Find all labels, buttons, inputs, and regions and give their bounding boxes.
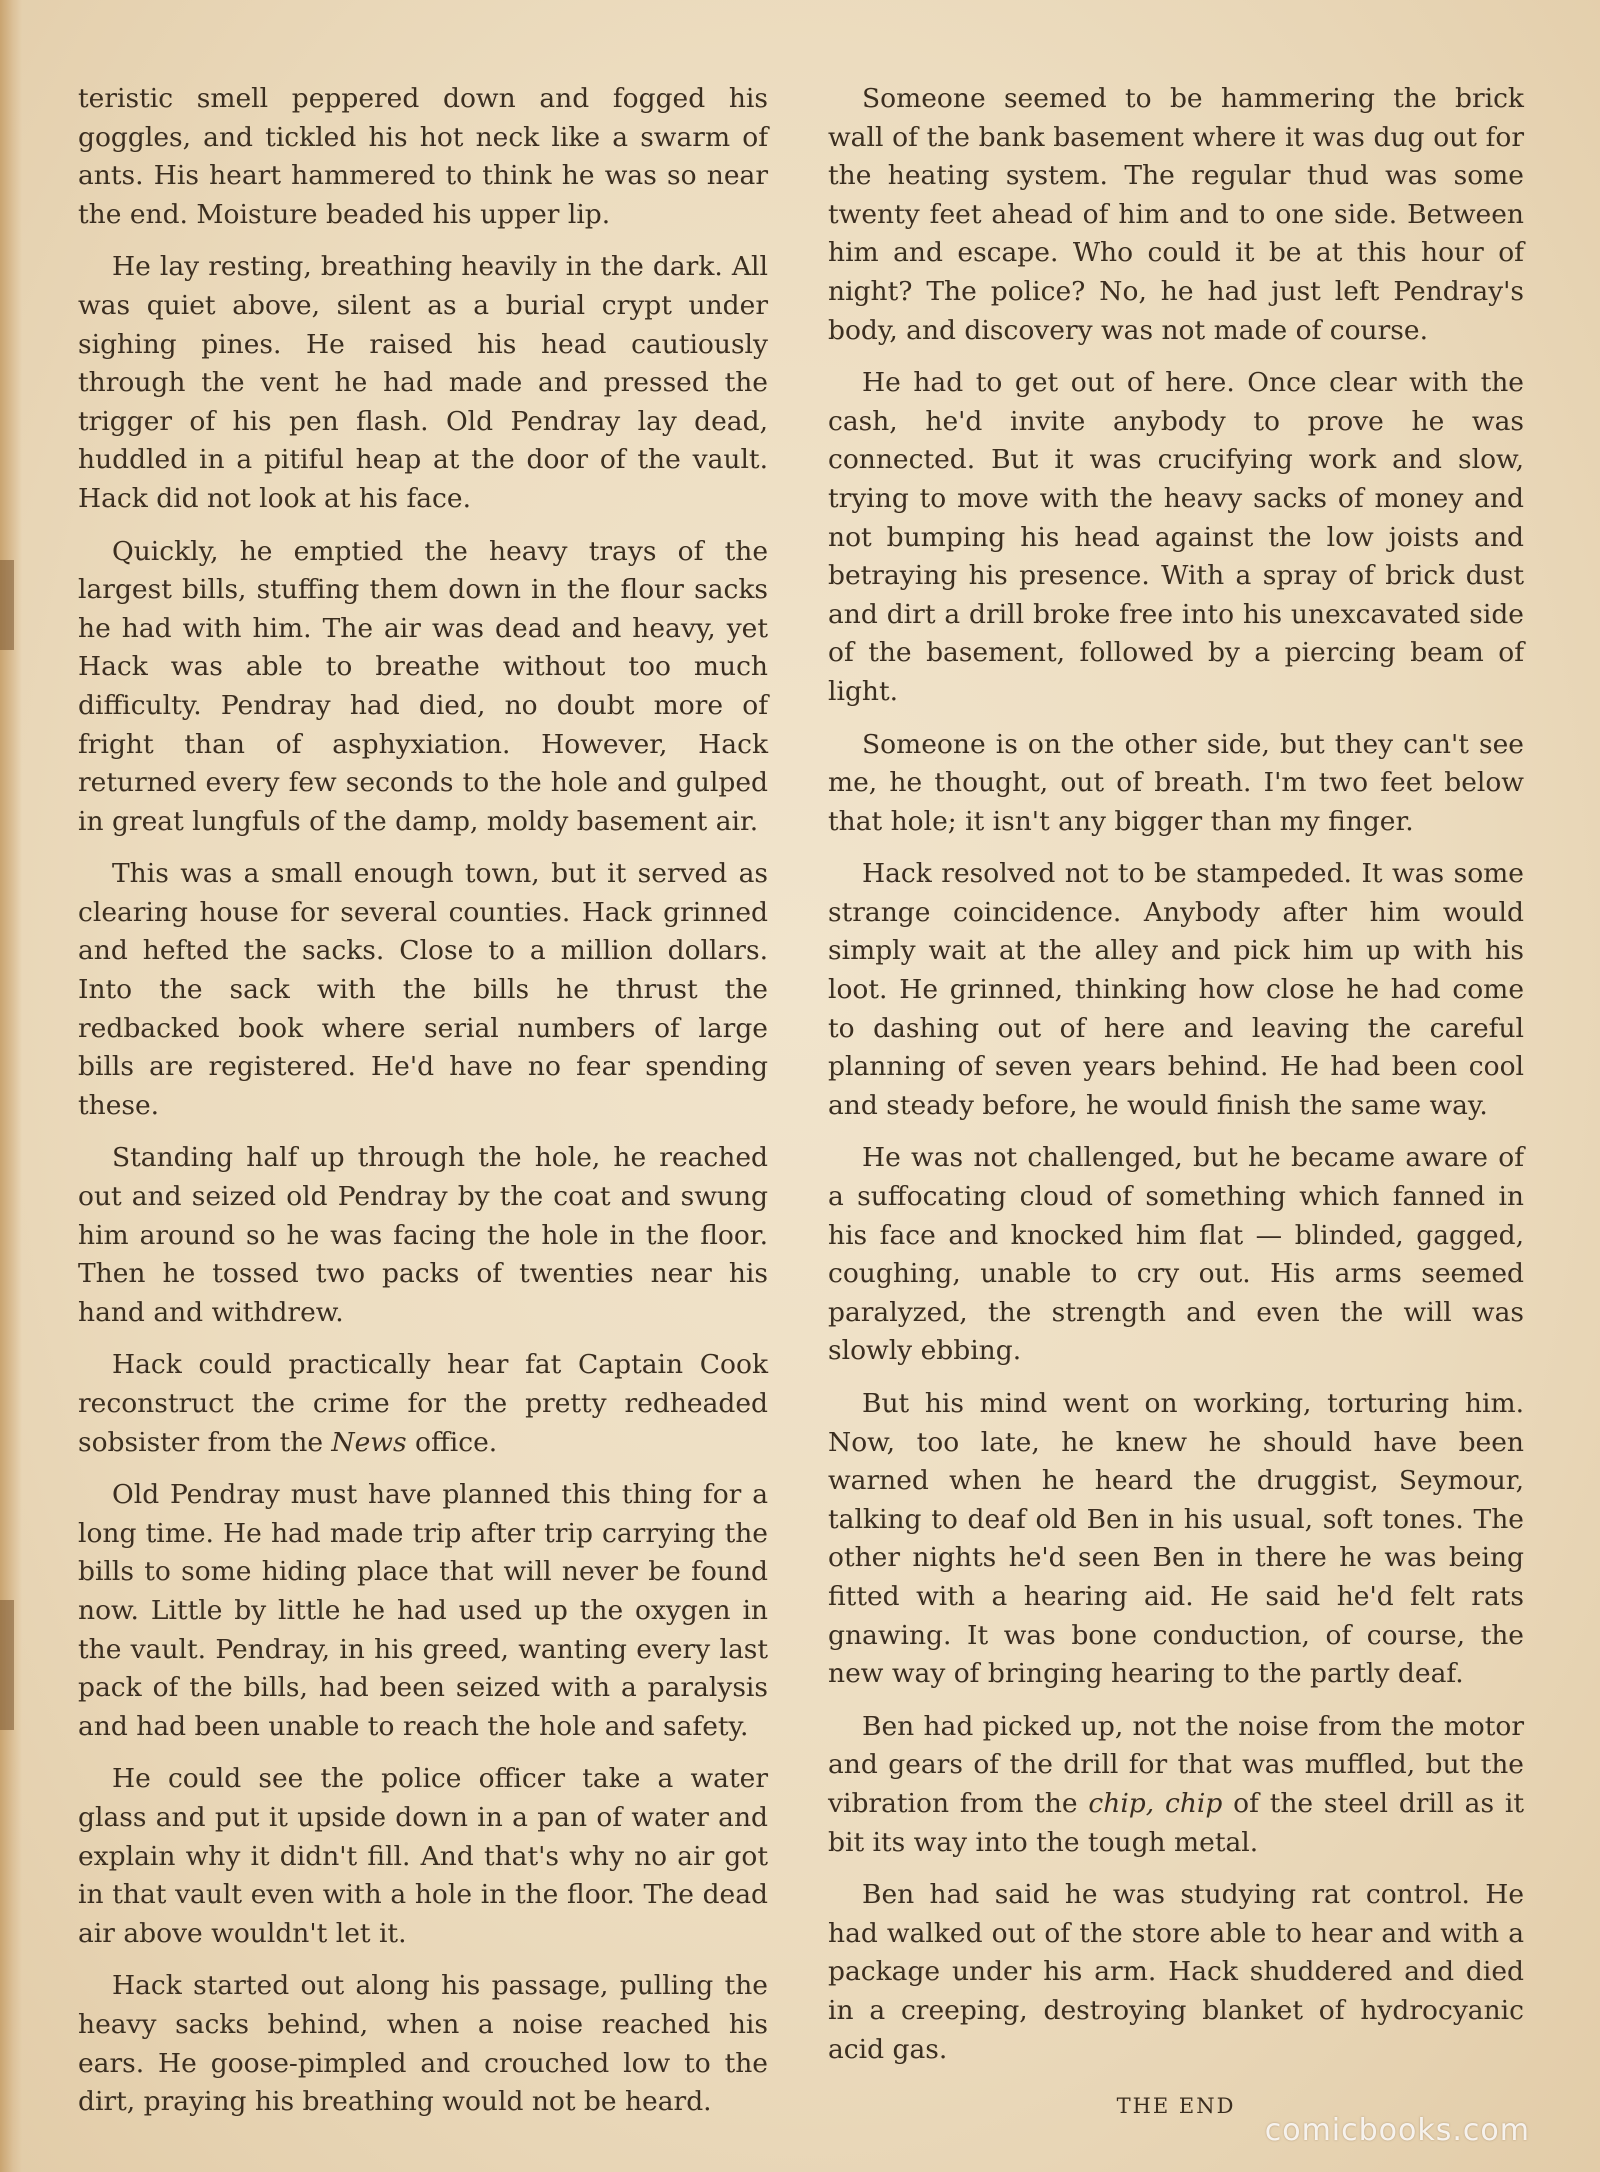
the-end-label: THE END xyxy=(1116,2094,1236,2119)
spine-stain xyxy=(0,1600,14,1730)
watermark: comicbooks.com xyxy=(1264,2113,1530,2148)
paragraph: Ben had said he was studying rat control. He had walked out of the store able to hear and with a package under his arm. Hack shuddered and died in a creeping, destroying blanket of hydrocyanic acid gas. xyxy=(828,1879,1524,2065)
page-spine-edge xyxy=(0,0,22,2172)
italic-newspaper-name: News xyxy=(331,1426,407,1458)
paragraph: He had to get out of here. Once clear with the cash, he'd invite anybody to prove he was connected. But it was crucifying work and slow, trying to move with the heavy sacks of money and not bumping his head against the low joists and betraying his presence. With a spray of brick dust and dirt a drill broke free into his unexcavated side of the basement, followed by a piercing beam of light. xyxy=(828,367,1524,707)
text-run: Ben had picked up, not the noise from the motor and gears of the drill for that was muffled, but the vibration from the xyxy=(828,1710,1524,1819)
paragraph: Standing half up through the hole, he reached out and seized old Pendray by the coat and swung him around so he was facing the hole in the floor. Then he tossed two packs of twenties near his hand and withdrew. xyxy=(78,1142,768,1328)
left-text-column xyxy=(78,80,768,2136)
paragraph xyxy=(828,1708,1524,1862)
right-text-column xyxy=(828,80,1524,2126)
text-run: Hack could practically hear fat Captain Cook reconstruct the crime for the pretty redheaded sobsister from the xyxy=(78,1349,768,1458)
paragraph: Old Pendray must have planned this thing for a long time. He had made trip after trip carrying the bills to some hiding place that will never be found now. Little by little he had used up the oxygen in the vault. Pendray, in his greed, wanting every last pack of the bills, had been seized with a paralysis and had been unable to reach the hole and safety. xyxy=(78,1479,768,1742)
paragraph xyxy=(78,1346,768,1462)
paragraph: This was a small enough town, but it served as clearing house for several counties. Hack grinned and hefted the sacks. Close to a million dollars. Into the sack with the bills he thrust the redbacked book where serial numbers of large bills are registered. He'd have no fear spending these. xyxy=(78,858,768,1121)
text-run: of the steel drill as it bit its way into the tough metal. xyxy=(828,1787,1525,1858)
paragraph: He lay resting, breathing heavily in the dark. All was quiet above, silent as a burial crypt under sighing pines. He raised his head cautiously through the vent he had made and pressed the trigger of his pen flash. Old Pendray lay dead, huddled in a pitiful heap at the door of the vault. Hack did not look at his face. xyxy=(78,251,768,514)
paragraph: Someone seemed to be hammering the brick wall of the bank basement where it was dug out for the heating system. The regular thud was some twenty feet ahead of him and to one side. Between him and escape. Who could it be at this hour of night? The police? No, he had just left Pendray's body, and discovery was not made of course. xyxy=(828,83,1524,346)
paragraph: He was not challenged, but he became aware of a suffocating cloud of something which fanned in his face and knocked him flat — blinded, gagged, coughing, unable to cry out. His arms seemed paralyzed, the strength and even the will was slowly ebbing. xyxy=(828,1142,1524,1367)
text-run: office. xyxy=(406,1426,498,1458)
paragraph: Someone is on the other side, but they can't see me, he thought, out of breath. I'm two feet below that hole; it isn't any bigger than my finger. xyxy=(828,728,1524,837)
spine-stain xyxy=(0,560,14,650)
paragraph: He could see the police officer take a water glass and put it upside down in a pan of water and explain why it didn't fill. And that's why no air got in that vault even with a hole in the floor. The dead air above wouldn't let it. xyxy=(78,1763,768,1949)
paragraph: But his mind went on working, torturing him. Now, too late, he knew he should have been warned when he heard the druggist, Seymour, talking to deaf old Ben in his usual, soft tones. The other nights he'd seen Ben in there he was being fitted with a hearing aid. He said he'd felt rats gnawing. It was bone conduction, of course, the new way of bringing hearing to the partly deaf. xyxy=(828,1388,1524,1690)
paragraph: Hack started out along his passage, pulling the heavy sacks behind, when a noise reached his ears. He goose-pimpled and crouched low to the dirt, praying his breathing would not be heard. xyxy=(78,1970,768,2118)
paragraph: teristic smell peppered down and fogged his goggles, and tickled his hot neck like a swarm of ants. His heart hammered to think he was so near the end. Moisture beaded his upper lip. xyxy=(78,83,768,230)
paragraph: Hack resolved not to be stampeded. It was some strange coincidence. Anybody after him would simply wait at the alley and pick him up with his loot. He grinned, thinking how close he had come to dashing out of here and leaving the careful planning of seven years behind. He had been cool and steady before, he would finish the same way. xyxy=(828,858,1524,1121)
italic-sound-effect: chip, chip xyxy=(1088,1787,1223,1819)
paragraph: Quickly, he emptied the heavy trays of the largest bills, stuffing them down in the flour sacks he had with him. The air was dead and heavy, yet Hack was able to breathe without too much difficulty. Pendray had died, no doubt more of fright than of asphyxiation. However, Hack returned every few seconds to the hole and gulped in great lungfuls of the damp, moldy basement air. xyxy=(78,535,768,837)
